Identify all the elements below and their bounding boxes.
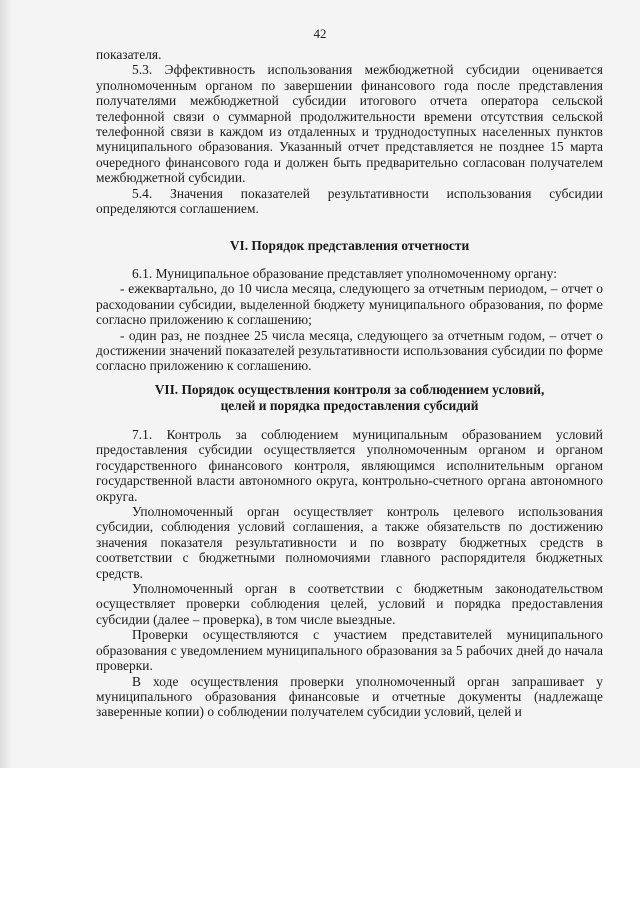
paragraph-5-4: 5.4. Значения показателей результативности использования субсидии определяются соглашением.	[96, 185, 603, 217]
section-7-heading-line-1: VII. Порядок осуществления контроля за соблюдением условий,	[154, 382, 545, 397]
paragraph-5-3: 5.3. Эффективность использования межбюджетной субсидии оценивается уполномоченным органом по завершении финансового года после представления получателями межбюджетной субсидии итогового отчета оператора сельской телефонной связи о суммарной продолжительности времени отсутствия сельской телефонной связи в каждом из отдаленных и труднодоступных населенных пунктов муниципального образования. Указанный отчет представляется не позднее 15 марта очередного финансового года и должен быть предварительно согласован получателем межбюджетной субсидии.	[96, 62, 603, 186]
section-6-text	[96, 266, 603, 374]
paragraph-6-1-quarterly: - ежеквартально, до 10 числа месяца, следующего за отчетным периодом, – отчет о расходовании субсидии, выделенной бюджету муниципального образования, по форме согласно приложению к соглашению;	[96, 281, 603, 328]
paragraph-6-1: 6.1. Муниципальное образование представляет уполномоченному органу:	[132, 266, 557, 281]
section-7-heading	[96, 382, 603, 413]
section-7-heading-line-2: целей и порядка предоставления субсидий	[220, 397, 479, 413]
section-5-text	[96, 47, 603, 216]
paragraph-7-1-participation: Проверки осуществляются с участием представителей муниципального образования с уведомлением муниципального образования за 5 рабочих дней до начала проверки.	[96, 627, 603, 674]
paragraph-7-1-documents: В ходе осуществления проверки уполномоченный орган запрашивает у муниципального образования финансовые и отчетные документы (надлежаще заверенные копии) о соблюдении получателем субсидии условий, целей и	[96, 673, 603, 720]
paragraph-continuation: показателя.	[96, 47, 162, 62]
paragraph-6-1-annual: - один раз, не позднее 25 числа месяца, следующего за отчетным годом, – отчет о достижении значений показателей результативности использования субсидии по форме согласно приложению к соглашению.	[96, 327, 603, 374]
paragraph-7-1-inspections: Уполномоченный орган в соответствии с бюджетным законодательством осуществляет проверки соблюдения целей, условий и порядка предоставления субсидии (далее – проверка), в том числе выездные.	[96, 581, 603, 627]
paragraph-7-1: 7.1. Контроль за соблюдением муниципальным образованием условий предоставления субсидии осуществляется уполномоченным органом и органом государственного финансового контроля, являющимся исполнительным органом государственной власти автономного округа, контрольно-счетного органа автономного округа.	[96, 427, 603, 504]
page-number: 42	[313, 26, 327, 41]
paragraph-7-1-control: Уполномоченный орган осуществляет контроль целевого использования субсидии, соблюдения условий соглашения, а также обязательств по достижению значения показателя результативности и по возврату бюджетных средств в соответствии с бюджетными полномочиями главного распорядителя бюджетных средств.	[96, 504, 603, 581]
section-7-text	[96, 427, 603, 720]
section-6-heading: VI. Порядок представления отчетности	[229, 238, 470, 253]
scan-shadow-edge	[0, 0, 12, 768]
